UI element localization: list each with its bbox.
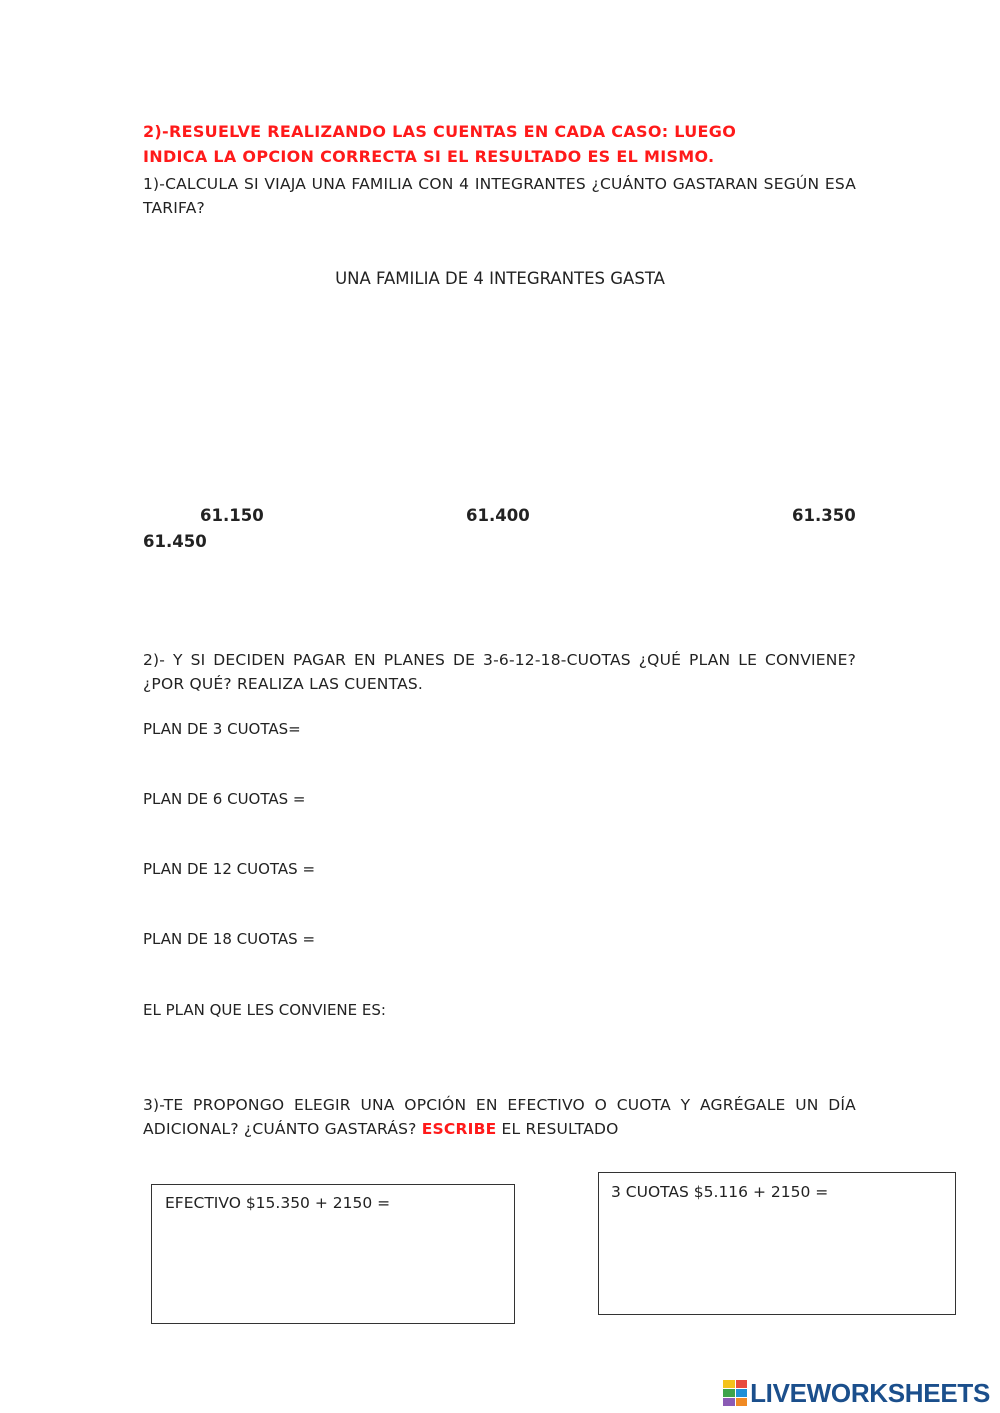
logo-mark-icon xyxy=(723,1380,747,1406)
plan-3-cuotas: PLAN DE 3 CUOTAS= xyxy=(143,720,301,738)
option-3[interactable]: 61.350 xyxy=(792,506,856,525)
option-1[interactable]: 61.150 xyxy=(200,506,264,525)
heading-line-1: 2)-RESUELVE REALIZANDO LAS CUENTAS EN CADA CASO: LUEGO xyxy=(143,122,737,141)
answer-prompt: UNA FAMILIA DE 4 INTEGRANTES GASTA xyxy=(335,269,665,288)
question-3-text-before: 3)-TE PROPONGO ELEGIR UNA OPCIÓN EN EFECTIVO O CUOTA Y AGRÉGALE UN DÍA ADICIONAL? ¿CUÁNTO GASTARÁS? xyxy=(143,1096,856,1138)
heading-line-2: INDICA LA OPCION CORRECTA SI EL RESULTADO ES EL MISMO. xyxy=(143,147,715,166)
plan-6-cuotas: PLAN DE 6 CUOTAS = xyxy=(143,790,306,808)
escribe-highlight: ESCRIBE xyxy=(421,1120,497,1138)
question-3-text xyxy=(143,1093,856,1141)
plan-12-cuotas: PLAN DE 12 CUOTAS = xyxy=(143,860,316,878)
question-1-text: 1)-CALCULA SI VIAJA UNA FAMILIA CON 4 INTEGRANTES ¿CUÁNTO GASTARAN SEGÚN ESA TARIFA? xyxy=(143,175,856,217)
option-2[interactable]: 61.400 xyxy=(466,506,530,525)
option-4[interactable]: 61.450 xyxy=(143,532,207,551)
cuotas-label: 3 CUOTAS $5.116 + 2150 = xyxy=(611,1183,829,1201)
efectivo-label: EFECTIVO $15.350 + 2150 = xyxy=(165,1194,391,1212)
question-2-text: 2)- Y SI DECIDEN PAGAR EN PLANES DE 3-6-12-18-CUOTAS ¿QUÉ PLAN LE CONVIENE? ¿POR QUÉ? REALIZA LAS CUENTAS. xyxy=(143,651,856,693)
plan-conclusion: EL PLAN QUE LES CONVIENE ES: xyxy=(143,1001,386,1019)
logo-text: LIVEWORKSHEETS xyxy=(750,1377,990,1408)
question-3-text-after: EL RESULTADO xyxy=(501,1120,619,1138)
liveworksheets-logo xyxy=(723,1376,990,1410)
efectivo-answer-box[interactable] xyxy=(151,1184,515,1324)
heading xyxy=(143,119,783,169)
cuotas-answer-box[interactable] xyxy=(598,1172,956,1315)
plan-18-cuotas: PLAN DE 18 CUOTAS = xyxy=(143,930,316,948)
